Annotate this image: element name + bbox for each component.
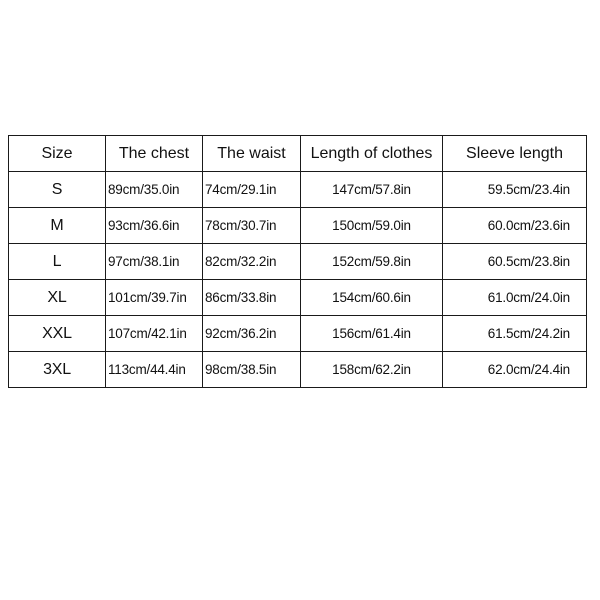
length-cell: 152cm/59.8in <box>301 244 443 280</box>
length-cell: 156cm/61.4in <box>301 316 443 352</box>
size-cell: L <box>9 244 106 280</box>
header-row <box>9 136 587 172</box>
sleeve-cell: 60.0cm/23.6in <box>443 208 587 244</box>
size-cell: XXL <box>9 316 106 352</box>
size-chart-table <box>8 135 587 388</box>
header-waist: The waist <box>203 136 301 172</box>
waist-cell: 92cm/36.2in <box>203 316 301 352</box>
header-chest: The chest <box>106 136 203 172</box>
sleeve-cell: 61.0cm/24.0in <box>443 280 587 316</box>
header-size: Size <box>9 136 106 172</box>
table-row <box>9 352 587 388</box>
waist-cell: 82cm/32.2in <box>203 244 301 280</box>
length-cell: 158cm/62.2in <box>301 352 443 388</box>
chest-cell: 93cm/36.6in <box>106 208 203 244</box>
length-cell: 154cm/60.6in <box>301 280 443 316</box>
waist-cell: 98cm/38.5in <box>203 352 301 388</box>
table-row <box>9 172 587 208</box>
sleeve-cell: 61.5cm/24.2in <box>443 316 587 352</box>
size-cell: XL <box>9 280 106 316</box>
chest-cell: 101cm/39.7in <box>106 280 203 316</box>
table-row <box>9 280 587 316</box>
sleeve-cell: 59.5cm/23.4in <box>443 172 587 208</box>
length-cell: 150cm/59.0in <box>301 208 443 244</box>
table-row <box>9 316 587 352</box>
chest-cell: 97cm/38.1in <box>106 244 203 280</box>
header-length: Length of clothes <box>301 136 443 172</box>
length-cell: 147cm/57.8in <box>301 172 443 208</box>
waist-cell: 86cm/33.8in <box>203 280 301 316</box>
chest-cell: 107cm/42.1in <box>106 316 203 352</box>
size-cell: 3XL <box>9 352 106 388</box>
size-cell: S <box>9 172 106 208</box>
sleeve-cell: 62.0cm/24.4in <box>443 352 587 388</box>
waist-cell: 74cm/29.1in <box>203 172 301 208</box>
chest-cell: 89cm/35.0in <box>106 172 203 208</box>
header-sleeve: Sleeve length <box>443 136 587 172</box>
table-row <box>9 244 587 280</box>
chest-cell: 113cm/44.4in <box>106 352 203 388</box>
sleeve-cell: 60.5cm/23.8in <box>443 244 587 280</box>
table-row <box>9 208 587 244</box>
size-cell: M <box>9 208 106 244</box>
waist-cell: 78cm/30.7in <box>203 208 301 244</box>
